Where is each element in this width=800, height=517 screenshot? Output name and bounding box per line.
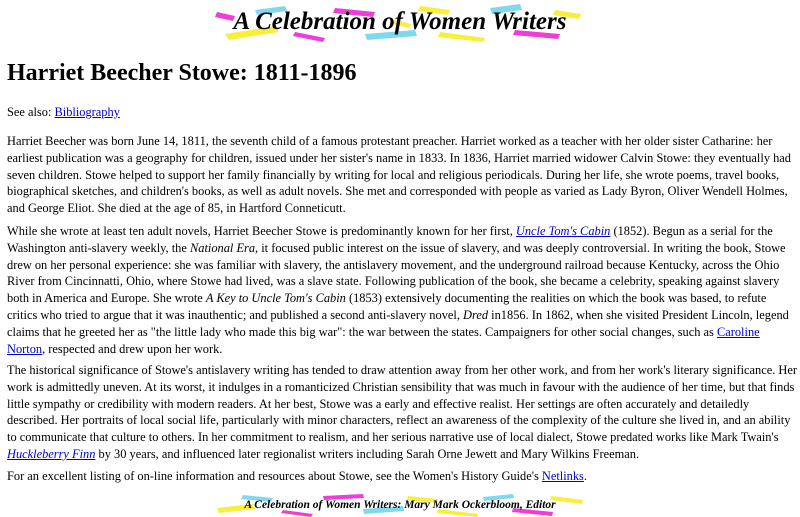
national-era-title: National Era (189, 240, 256, 255)
bibliography-link[interactable]: Bibliography (54, 105, 120, 119)
uncle-toms-cabin-link[interactable]: Uncle Tom's Cabin (515, 224, 611, 238)
banner (215, 4, 585, 42)
significance-paragraph: The historical significance of Stowe's antislavery writing has tended to draw attention away from her other work, and from her work's literary significance. Her work is admittedly uneven. At its worst, it indulges in a romanticized Christian sensibility that was much in favour with the audience of her time, but that finds little sympathy or credibility with modern readers. At her best, Stowe was a early and effective realist. Her settings are often accurately and detailedly described. Her portraits of local social life, particularly with minor characters, reflect an awareness of the complexity of the culture she lived in, and an ability to communicate that culture to others. In her commitment to realism, and her serious narrative use of local dialect, Stowe predated works like Mark Twain's Huckleberry Finn by 30 years, and influenced later regionalist writers including Sarah Orne Jewett and Mary Wilkins Freeman. (7, 363, 797, 461)
huckleberry-finn-link[interactable]: Huckleberry Finn (7, 446, 96, 461)
banner-title: A Celebration of Women Writers (233, 8, 567, 35)
resources-paragraph: For an excellent listing of on-line information and resources about Stowe, see the Women's History Guide's Netlinks. (7, 469, 587, 483)
footer-banner (213, 494, 587, 517)
novels-paragraph: While she wrote at least ten adult novels, Harriet Beecher Stowe is predominantly known for her first, Uncle Tom's Cabin (1852). Begun as a serial for the Washington anti-slavery weekly, the National Era, it focused public interest on the issue of slavery, and was deeply controversial. In writing the book, Stowe drew on her personal experience: she was familiar with slavery, the antislavery movement, and the underground railroad because Kentucky, across the Ohio River from Cincinnatti, Ohio, where Stowe had lived, was a slave state. Following publication of the book, she became a celebrity, speaking against slavery both in America and Europe. She wrote A Key to Uncle Tom's Cabin (1853) extensively documenting the realities on which the book was based, to refute critics who tried to argue that it was inauthentic; and published a second anti-slavery novel, Dred in1856. In 1862, when she visited President Lincoln, legend claims that he greeted her as "the little lady who made this big war": the war between the states. Campaigners for other social changes, such as Caroline Norton, respected and drew upon her work. (7, 224, 789, 356)
key-to-uncle-toms-cabin-title: A Key to Uncle Tom's Cabin (205, 291, 346, 306)
see-also-label: See also: (7, 105, 55, 119)
netlinks-link[interactable]: Netlinks (541, 469, 584, 483)
biography-paragraph: Harriet Beecher was born June 14, 1811, the seventh child of a famous protestant preacher. Harriet worked as a teacher with her older sister Catharine: her earliest publication was a geography for children, issued under her sister's name in 1833. In 1836, Harriet married widower Calvin Stowe: they eventually had seven children. Stowe helped to support her family financially by writing for local and religious periodicals. During her life, she wrote poems, travel books, biographical sketches, and children's books, as well as adult novels. She met and corresponded with people as varied as Lady Byron, Oliver Wendell Holmes, and George Eliot. She died at the age of 85, in Hartford Conneticutt. (7, 134, 791, 216)
dred-title: Dred (463, 307, 489, 322)
page-title: Harriet Beecher Stowe: 1811-1896 (7, 60, 357, 86)
see-also (7, 104, 797, 121)
caroline-norton-link[interactable]: Caroline Norton (7, 324, 760, 356)
footer-credit: A Celebration of Women Writers: Mary Mark Ockerbloom, Editor (244, 499, 556, 511)
